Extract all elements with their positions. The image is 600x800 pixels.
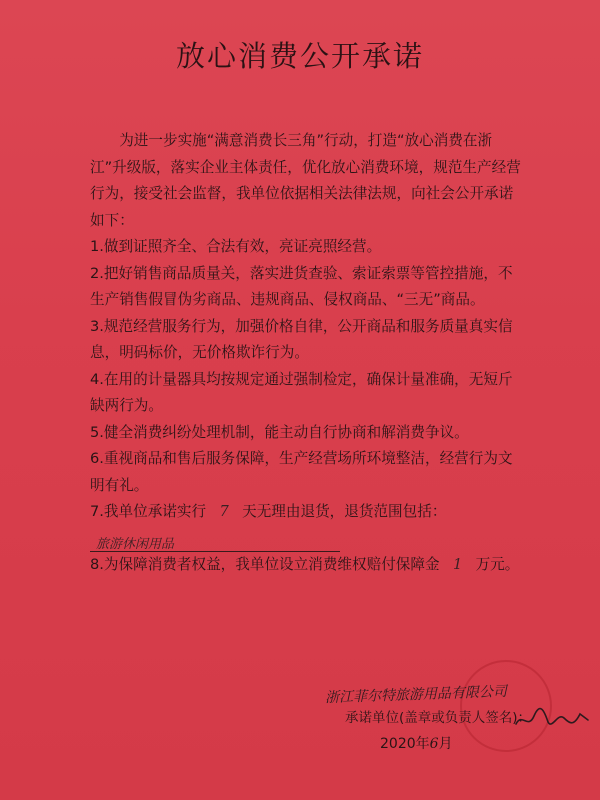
document-title: 放心消费公开承诺 [175,39,424,73]
item8-prefix: 8.为保障消费者权益，我单位设立消费维权赔付保障金 [90,556,440,573]
pledge-item-4: 4.在用的计量器具均按规定通过强制检定，确保计量准确，无短斤缺两行为。 [90,370,513,414]
item8-suffix: 万元。 [475,556,520,573]
intro-paragraph: 为进一步实施“满意消费长三角”行动，打造“放心消费在浙江”升级版，落实企业主体责任，优化放心消费环境，规范生产经营行为，接受社会监督，我单位依据相关法律法规，向社会公开承诺如下： [90,132,521,229]
item7-suffix: 天无理由退货，退货范围包括： [242,503,447,520]
pledge-item-5: 5.健全消费纠纷处理机制，能主动自行协商和解消费争议。 [90,423,469,441]
document-body [90,128,522,579]
return-scope-line [90,531,340,552]
pledge-item-3: 3.规范经营服务行为，加强价格自律，公开商品和服务质量真实信息，明码标价，无价格欺诈行为。 [90,317,513,361]
pledge-item-6: 6.重视商品和售后服务保障，生产经营场所环境整洁，经营行为文明有礼。 [90,450,513,494]
item7-prefix: 7.我单位承诺实行 [90,503,207,520]
date-month-suffix: 月 [438,736,453,752]
pledge-item-7 [90,499,522,552]
pledge-date [380,733,453,753]
signer-label: 承诺单位(盖章或负责人签名)： [345,710,532,726]
pledge-item-8 [90,552,522,579]
company-name-handwritten: 浙江菲尔特旅游用品有限公司 [324,683,508,707]
deposit-amount-handwritten: 1 [452,556,463,573]
date-month-handwritten: 6 [429,736,439,752]
pledge-item-2: 2.把好销售商品质量关，落实进货查验、索证索票等管控措施，不生产销售假冒伪劣商品、违规商品、侵权商品、“三无”商品。 [90,264,513,308]
handwritten-signature [512,704,592,734]
return-scope-handwritten: 旅游休闲用品 [96,537,175,552]
date-year: 2020年 [380,736,430,752]
return-days-handwritten: 7 [219,503,229,520]
pledge-item-1: 1.做到证照齐全、合法有效，亮证亮照经营。 [90,238,382,255]
